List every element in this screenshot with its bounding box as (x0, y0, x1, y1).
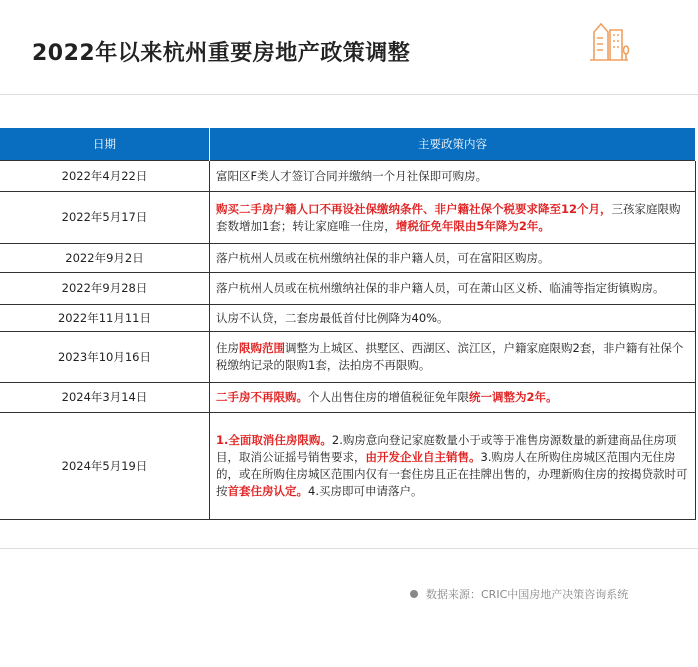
divider (0, 94, 698, 95)
policy-cell (210, 413, 696, 520)
header-content: 主要政策内容 (210, 128, 696, 161)
policy-text: 4.买房即可申请落户。 (308, 484, 423, 498)
table-row (0, 192, 696, 244)
policy-table (0, 128, 696, 520)
date-cell: 2023年10月16日 (0, 332, 210, 383)
date-cell: 2022年4月22日 (0, 161, 210, 192)
policy-text: 2.购房意向登记家庭数量小于或等于准售房源数量的新建商品住房项目，取消公证摇号销售要求， (216, 433, 677, 464)
policy-text: 落户杭州人员或在杭州缴纳社保的非户籍人员，可在富阳区购房。 (216, 250, 550, 265)
date-cell: 2022年9月28日 (0, 273, 210, 305)
policy-cell (210, 332, 696, 383)
divider (0, 548, 698, 549)
policy-text: 调整为上城区、拱墅区、西湖区、滨江区，户籍家庭限购2套，非户籍有社保个税缴纳记录的限购1套，法拍房不再限购。 (216, 341, 684, 372)
date-cell: 2022年5月17日 (0, 192, 210, 244)
highlight-text: 首套住房认定。 (227, 484, 308, 498)
highlight-text: 限购范围 (239, 341, 285, 355)
policy-cell (210, 383, 696, 413)
date-cell: 2024年3月14日 (0, 383, 210, 413)
policy-cell (210, 161, 696, 192)
table-row (0, 244, 696, 273)
policy-cell (210, 273, 696, 305)
table-row (0, 161, 696, 192)
table-row (0, 332, 696, 383)
highlight-text: 增税征免年限由5年降为2年。 (395, 218, 550, 233)
highlight-text: 统一调整为2年。 (469, 390, 558, 404)
policy-text: 3.购房人在所购住房城区范围内无住房的，或在所购住房城区范围内仅有一套住房且正在挂牌出售的，办理新购住房的按揭贷款时可按 (216, 450, 688, 498)
date-cell: 2022年9月2日 (0, 244, 210, 273)
table-row (0, 305, 696, 332)
date-cell: 2022年11月11日 (0, 305, 210, 332)
policy-cell (210, 192, 696, 244)
highlight-text: 1.全面取消住房限购。 (216, 433, 332, 447)
highlight-text: 二手房不再限购。 (216, 390, 308, 404)
source-text: 数据来源：CRIC中国房地产决策咨询系统 (426, 588, 629, 601)
table-row (0, 273, 696, 305)
header-date: 日期 (0, 128, 210, 161)
building-icon (586, 18, 632, 64)
highlight-text: 由开发企业自主销售。 (365, 450, 481, 464)
policy-text: 住房 (216, 341, 239, 355)
bullet-icon (410, 590, 418, 598)
policy-text: 富阳区F类人才签订合同并缴纳一个月社保即可购房。 (216, 168, 488, 183)
date-cell: 2024年5月19日 (0, 413, 210, 520)
highlight-text: 购买二手房户籍人口不再设社保缴纳条件、非户籍社保个税要求降至12个月， (216, 201, 612, 216)
policy-text: 认房不认贷，二套房最低首付比例降为40%。 (216, 310, 449, 325)
policy-text: 落户杭州人员或在杭州缴纳社保的非户籍人员，可在萧山区义桥、临浦等指定街镇购房。 (216, 281, 665, 295)
page-title: 2022年以来杭州重要房地产政策调整 (32, 41, 411, 66)
table-row (0, 413, 696, 520)
policy-text: 三孩家庭限购套数增加1套；转让家庭唯一住房， (216, 201, 681, 233)
policy-text: 个人出售住房的增值税征免年限 (308, 390, 469, 404)
table-row (0, 383, 696, 413)
source-note (410, 586, 628, 602)
policy-cell (210, 305, 696, 332)
policy-cell (210, 244, 696, 273)
